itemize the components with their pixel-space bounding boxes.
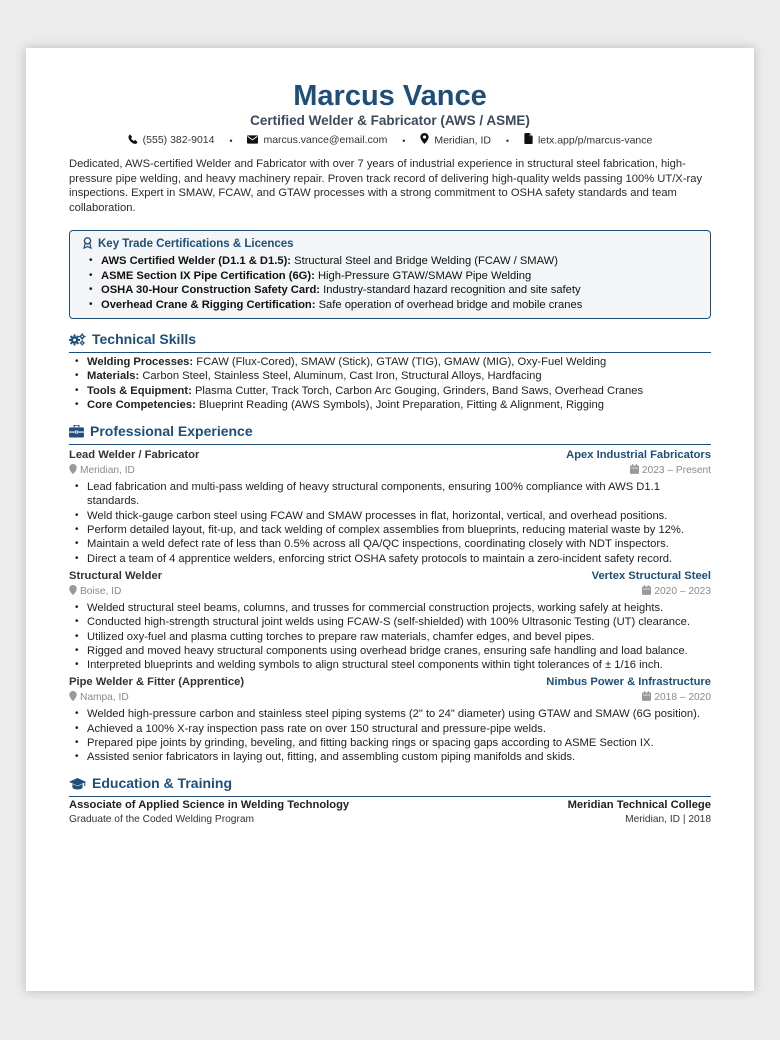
list-item: • Lead fabrication and multi-pass welding of heavy structural components, ensuring 100% compliance with AWS D1.1 standards.: [69, 480, 711, 509]
job-company: Nimbus Power & Infrastructure: [546, 676, 711, 689]
list-item: [69, 355, 711, 369]
list-item: • Achieved a 100% X-ray inspection pass rate on over 150 structural and pressure-pipe welds.: [69, 722, 711, 736]
list-item: • Conducted high-strength structural joint welds using FCAW-S (self-shielded) with 100% Ultrasonic Testing (UT) clearance.: [69, 615, 711, 629]
cert-label: Overhead Crane & Rigging Certification:: [101, 298, 316, 311]
contact-location: [420, 133, 491, 148]
resume-page: [26, 48, 754, 991]
cert-label: OSHA 30-Hour Construction Safety Card:: [101, 284, 321, 296]
list-item: • Rigged and moved heavy structural components using overhead bridge cranes, ensuring safe handling and load balance.: [69, 644, 711, 658]
cert-text: High-Pressure GTAW/SMAW Pipe Welding: [317, 269, 532, 282]
job-header: [69, 675, 711, 690]
certifications-heading: [82, 237, 698, 254]
job-location-text: Boise, ID: [80, 585, 122, 597]
skill-text: Plasma Cutter, Track Torch, Carbon Arc Gouging, Grinders, Band Saws, Overhead Cranes: [194, 384, 644, 397]
contact-line: [69, 133, 711, 148]
education-degree: Associate of Applied Science in Welding Technology: [69, 798, 350, 811]
phone-icon: [128, 134, 138, 148]
job-location: [69, 690, 129, 706]
calendar-icon: [642, 691, 651, 706]
job-dates-text: 2020 – 2023: [654, 585, 711, 597]
contact-website[interactable]: [524, 133, 652, 148]
cert-text: Structural Steel and Bridge Welding (FCAW / SMAW): [294, 255, 558, 267]
list-item: • Perform detailed layout, fit-up, and tack welding of complex assemblies from blueprints, reducing material waste by 12%.: [69, 523, 711, 537]
contact-separator: •: [402, 135, 406, 146]
education-title: Education & Training: [92, 774, 233, 791]
gears-icon: [69, 333, 86, 351]
job-bullets: [69, 480, 711, 566]
candidate-headline: Certified Welder & Fabricator (AWS / ASME): [250, 113, 530, 128]
skills-title: Technical Skills: [92, 331, 197, 347]
list-item: [69, 398, 711, 412]
candidate-name: Marcus Vance: [293, 80, 487, 112]
skill-label: Core Competencies:: [87, 398, 196, 411]
professional-summary: Dedicated, AWS-certified Welder and Fabricator with over 7 years of industrial experience in structural steel fabrication, high-pressure pipe welding, and heavy machinery repair. Proven track record of delivering high-quality welds passing 100% UT/X-ray inspections. Expert in SMAW, FCAW, and GTAW processes with a strong commitment to OSHA safety standards and team collaboration.: [69, 158, 703, 214]
job-location: [69, 584, 121, 600]
job-dates: [642, 584, 711, 600]
certifications-box: [69, 230, 711, 319]
cert-label: ASME Section IX Pipe Certification (6G):: [101, 269, 315, 282]
list-item: [69, 384, 711, 398]
award-icon: [82, 237, 93, 254]
education-details: [69, 813, 711, 827]
contact-separator: •: [505, 135, 510, 146]
job-bullets: [69, 601, 711, 672]
map-pin-icon: [69, 464, 77, 479]
job-header: [69, 448, 711, 463]
job-dates-text: 2018 – 2020: [654, 692, 711, 704]
list-item: [82, 298, 698, 313]
skill-text: Carbon Steel, Stainless Steel, Aluminum, Cast Iron, Structural Alloys, Hardfacing: [142, 370, 542, 383]
education-entry: [69, 798, 711, 813]
section-heading-skills: [69, 330, 711, 353]
briefcase-icon: [69, 425, 84, 443]
list-item: [82, 254, 698, 269]
envelope-icon: [247, 134, 258, 148]
section-heading-education: [69, 774, 711, 797]
website-link: letx.app/p/marcus-vance: [537, 134, 653, 147]
contact-phone[interactable]: [128, 133, 215, 147]
skill-label: Materials:: [87, 370, 140, 383]
skill-text: Blueprint Reading (AWS Symbols), Joint Preparation, Fitting & Alignment, Rigging: [198, 398, 604, 411]
job-dates-text: 2023 – Present: [641, 465, 711, 477]
education-location-year: Meridian, ID | 2018: [625, 813, 711, 825]
job-role: Lead Welder / Fabricator: [69, 449, 200, 462]
calendar-icon: [630, 464, 639, 479]
calendar-icon: [642, 585, 651, 600]
job-location: [69, 463, 135, 479]
skills-list: [69, 355, 711, 412]
education-school: Meridian Technical College: [567, 798, 711, 811]
job-dates: [630, 463, 711, 479]
list-item: • Assisted senior fabricators in laying out, fitting, and assembling custom piping manifolds and skids.: [69, 750, 711, 764]
list-item: • Maintain a weld defect rate of less than 0.5% across all QA/QC inspections, coordinating closely with NDT inspectors.: [69, 537, 711, 551]
job-entry: [69, 569, 711, 672]
cert-text: Industry-standard hazard recognition and site safety: [323, 284, 581, 296]
job-meta: [69, 584, 711, 600]
job-dates: [642, 690, 711, 706]
job-meta: [69, 463, 711, 479]
graduation-cap-icon: [69, 777, 86, 795]
job-company: Apex Industrial Fabricators: [566, 449, 711, 462]
section-heading-experience: [69, 422, 711, 445]
certifications-title: Key Trade Certifications & Licences: [98, 238, 294, 250]
cert-text: Safe operation of overhead bridge and mobile cranes: [318, 298, 583, 311]
job-company: Vertex Structural Steel: [591, 569, 711, 582]
experience-title: Professional Experience: [90, 423, 253, 440]
job-role: Pipe Welder & Fitter (Apprentice): [69, 676, 245, 689]
certifications-list: [82, 254, 698, 312]
skill-label: Tools & Equipment:: [87, 384, 192, 397]
location-text: Meridian, ID: [434, 134, 491, 147]
email-address: marcus.vance@email.com: [263, 134, 388, 147]
list-item: • Welded high-pressure carbon and stainless steel piping systems (2" to 24" diameter) using GTAW and SMAW (6G position).: [69, 707, 711, 721]
contact-email[interactable]: [247, 133, 387, 147]
phone-number: (555) 382-9014: [142, 134, 215, 147]
job-role: Structural Welder: [69, 569, 163, 582]
file-icon: [524, 133, 533, 148]
list-item: [82, 283, 698, 298]
list-item: • Prepared pipe joints by grinding, beveling, and fitting backing rings or spacing gaps according to ASME Section IX.: [69, 736, 711, 750]
cert-label: AWS Certified Welder (D1.1 & D1.5):: [101, 255, 292, 267]
list-item: • Weld thick-gauge carbon steel using FCAW and SMAW processes in flat, horizontal, vertical, and overhead positions.: [69, 509, 711, 523]
job-entry: [69, 675, 711, 764]
list-item: • Interpreted blueprints and welding symbols to align structural steel components within tight tolerances of ± 1/16 inch.: [69, 658, 711, 672]
list-item: [69, 369, 711, 383]
map-pin-icon: [69, 585, 77, 600]
job-entry: [69, 448, 711, 566]
skill-label: Welding Processes:: [87, 356, 194, 368]
job-header: [69, 569, 711, 584]
job-location-text: Meridian, ID: [80, 465, 135, 477]
skill-text: FCAW (Flux-Cored), SMAW (Stick), GTAW (TIG), GMAW (MIG), Oxy-Fuel Welding: [196, 356, 607, 368]
list-item: • Direct a team of 4 apprentice welders, enforcing strict OSHA safety protocols to maintain a zero-incident safety record.: [69, 552, 711, 566]
job-bullets: [69, 707, 711, 764]
job-meta: [69, 690, 711, 706]
map-pin-icon: [69, 691, 77, 706]
map-pin-icon: [420, 133, 429, 148]
list-item: [82, 269, 698, 284]
list-item: • Utilized oxy-fuel and plasma cutting torches to prepare raw materials, chamfer edges, and bevel pipes.: [69, 630, 711, 644]
contact-separator: •: [229, 135, 233, 146]
education-detail: Graduate of the Coded Welding Program: [69, 813, 254, 825]
job-location-text: Nampa, ID: [80, 692, 129, 704]
list-item: • Welded structural steel beams, columns, and trusses for commercial construction projects, working safely at heights.: [69, 601, 711, 615]
